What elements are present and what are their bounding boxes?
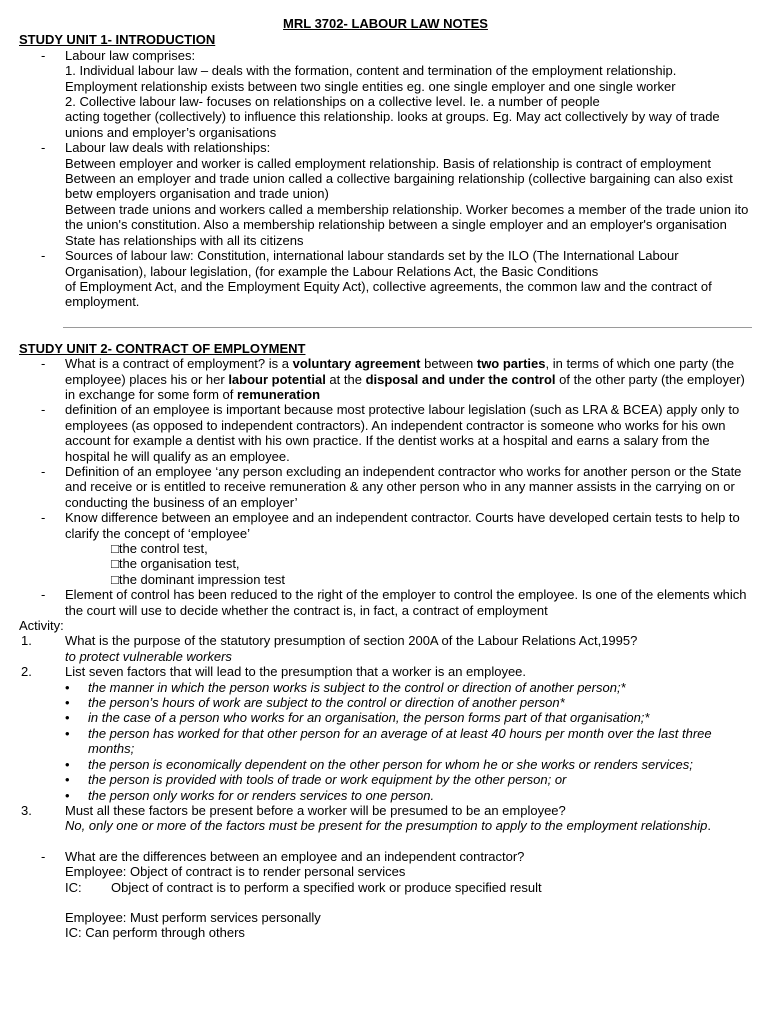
factor-text: the person’s hours of work are subject to the control or direction of another person* — [88, 695, 565, 711]
dash-marker: - — [41, 510, 46, 526]
bullet-marker: • — [65, 787, 70, 803]
factor-text: in the case of a person who works for an organisation, the person forms part of that organisation;* — [88, 710, 650, 726]
text-run: at the — [325, 371, 366, 387]
bold-term: voluntary agreement — [292, 356, 421, 372]
question-number: 1. — [21, 633, 32, 649]
question-text: What is the purpose of the statutory presumption of section 200A of the Labour Relations Act,1995? — [65, 633, 638, 649]
dash-marker: - — [41, 140, 46, 156]
definition-importance: definition of an employee is important because most protective labour legislation (such as LRA & BCEA) apply only to employees (as opposed to independent contractors). An independent contractor is someone who works for his own account for example a dentist with his own practice. If the dentist works at a hospital and earns a salary from the hospital he will qualify as an employee. — [65, 402, 740, 464]
ic-label: IC: — [65, 879, 82, 895]
question-text: List seven factors that will lead to the presumption that a worker is an employee. — [65, 664, 527, 680]
list-item — [19, 48, 752, 140]
question-number: 3. — [21, 802, 32, 818]
factor-text: the person is economically dependent on the other person for whom he or she works or renders services; — [88, 756, 693, 772]
list-item — [19, 248, 752, 310]
bullet-marker: • — [65, 695, 70, 711]
bold-term: disposal and under the control — [365, 371, 556, 387]
dash-marker: - — [41, 463, 46, 479]
collective-labour-law-2: acting together (collectively) to influence this relationship. looks at groups. Eg. May act collectively by way of trade unions and employer’s organisations — [65, 109, 720, 140]
contract-definition — [65, 356, 752, 402]
factor-item — [19, 680, 752, 695]
bold-term: labour potential — [228, 371, 326, 387]
relationship-state: State has relationships with all its citizens — [65, 232, 304, 248]
bullet-marker: • — [65, 725, 70, 741]
factor-text: the person is provided with tools of trade or work equipment by the other person; or — [88, 772, 567, 788]
relationships-label: Labour law deals with relationships: — [65, 140, 271, 156]
factor-item — [19, 788, 752, 803]
collective-labour-law-1: 2. Collective labour law- focuses on relationships on a collective level. Ie. a number of people — [65, 94, 600, 110]
unit1-heading: STUDY UNIT 1- INTRODUCTION — [19, 32, 216, 48]
relationship-collective: Between an employer and trade union called a collective bargaining relationship (collective bargaining can also exist betw employers organisation and trade union) — [65, 171, 733, 202]
factor-text: the person has worked for that other person for an average of at least 40 hours per month over the last three months; — [88, 725, 712, 757]
bullet-marker: • — [65, 772, 70, 788]
relationship-employment: Between employer and worker is called employment relationship. Basis of relationship is contract of employment — [65, 155, 711, 171]
unit2-heading: STUDY UNIT 2- CONTRACT OF EMPLOYMENT — [19, 340, 306, 356]
question-item — [19, 803, 752, 834]
list-item — [19, 587, 752, 618]
factor-text: the manner in which the person works is subject to the control or direction of another person;* — [88, 679, 626, 695]
comprises-label: Labour law comprises: — [65, 47, 196, 63]
factor-text: the person only works for or renders services to one person. — [88, 787, 435, 803]
employee-performance: Employee: Must perform services personally — [65, 909, 321, 925]
activity-label: Activity: — [19, 618, 64, 634]
dash-marker: - — [41, 47, 46, 63]
factor-item — [19, 710, 752, 725]
bold-term: remuneration — [236, 386, 321, 402]
question-item — [19, 633, 752, 664]
answer-period: . — [707, 818, 712, 834]
list-item — [19, 464, 752, 510]
question-item — [19, 664, 752, 679]
dash-marker: - — [41, 402, 46, 418]
dash-marker: - — [41, 848, 46, 864]
bold-term: two parties — [476, 356, 546, 372]
document-title: MRL 3702- LABOUR LAW NOTES — [283, 16, 488, 31]
factor-item — [19, 772, 752, 787]
spacer — [19, 834, 752, 849]
answer-text: to protect vulnerable workers — [65, 648, 232, 664]
element-of-control: Element of control has been reduced to the right of the employer to control the employee. Is one of the elements which the court will use to decide whether the contract is, in fact, a contract of employment — [65, 587, 747, 618]
list-item — [19, 510, 752, 541]
factor-item — [19, 757, 752, 772]
ic-object — [65, 880, 752, 895]
bullet-marker: • — [65, 679, 70, 695]
text-run: What is a contract of employment? is a — [65, 356, 293, 372]
list-item — [19, 402, 752, 464]
factor-item — [19, 726, 752, 757]
ic-performance: IC: Can perform through others — [65, 925, 245, 941]
ic-object-text: Object of contract is to perform a specified work or produce specified result — [111, 879, 542, 895]
answer-text: No, only one or more of the factors must be present for the presumption to apply to the employment relationship — [65, 818, 708, 834]
test-item: □the dominant impression test — [111, 571, 286, 587]
question-number: 2. — [21, 664, 32, 680]
know-difference: Know difference between an employee and an independent contractor. Courts have developed certain tests to help to clarify the concept of ‘employee’ — [65, 510, 740, 541]
list-item — [19, 140, 752, 248]
bullet-marker: • — [65, 756, 70, 772]
sources-text-2: of Employment Act, and the Employment Equity Act), collective agreements, the common law and the contract of employment. — [65, 278, 712, 310]
factor-item — [19, 695, 752, 710]
text-run: , in terms of which one party (the employee) places his or her — [65, 356, 735, 387]
employee-object: Employee: Object of contract is to render personal services — [65, 864, 406, 880]
text-run: between — [420, 356, 477, 372]
individual-labour-law: 1. Individual labour law – deals with the formation, content and termination of the employment relationship. Employment relationship exists between two single entities eg. one single employer and one single worker — [65, 63, 677, 94]
list-item — [19, 849, 752, 941]
answer-block — [65, 818, 752, 833]
list-item — [19, 356, 752, 402]
employee-definition: Definition of an employee ‘any person excluding an independent contractor who works for another person or the State and receive or is entitled to receive remuneration & any other person who in any manner assists in the carrying on or conducting the business of an employer’ — [65, 463, 742, 510]
dash-marker: - — [41, 587, 46, 603]
section-divider — [63, 327, 752, 328]
dash-marker: - — [41, 248, 46, 264]
test-item: □the organisation test, — [111, 556, 240, 572]
spacer — [65, 895, 752, 910]
text-run: of the other party (the employer) in exchange for some form of — [65, 371, 745, 402]
sources-text-1: Sources of labour law: Constitution, international labour standards set by the ILO (The International Labour Organisation), labour legislation, (for example the Labour Relations Act, the Basic Conditions — [65, 248, 679, 279]
bullet-marker: • — [65, 710, 70, 726]
dash-marker: - — [41, 356, 46, 372]
test-item: □the control test, — [111, 541, 208, 556]
differences-question: What are the differences between an employee and an independent contractor? — [65, 848, 525, 864]
relationship-membership: Between trade unions and workers called a membership relationship. Worker becomes a member of the trade union ito the union's constitution. Also a membership relationship between a single employer and an employer's organisation — [65, 201, 749, 233]
question-text: Must all these factors be present before a worker will be presumed to be an employee? — [65, 802, 566, 818]
